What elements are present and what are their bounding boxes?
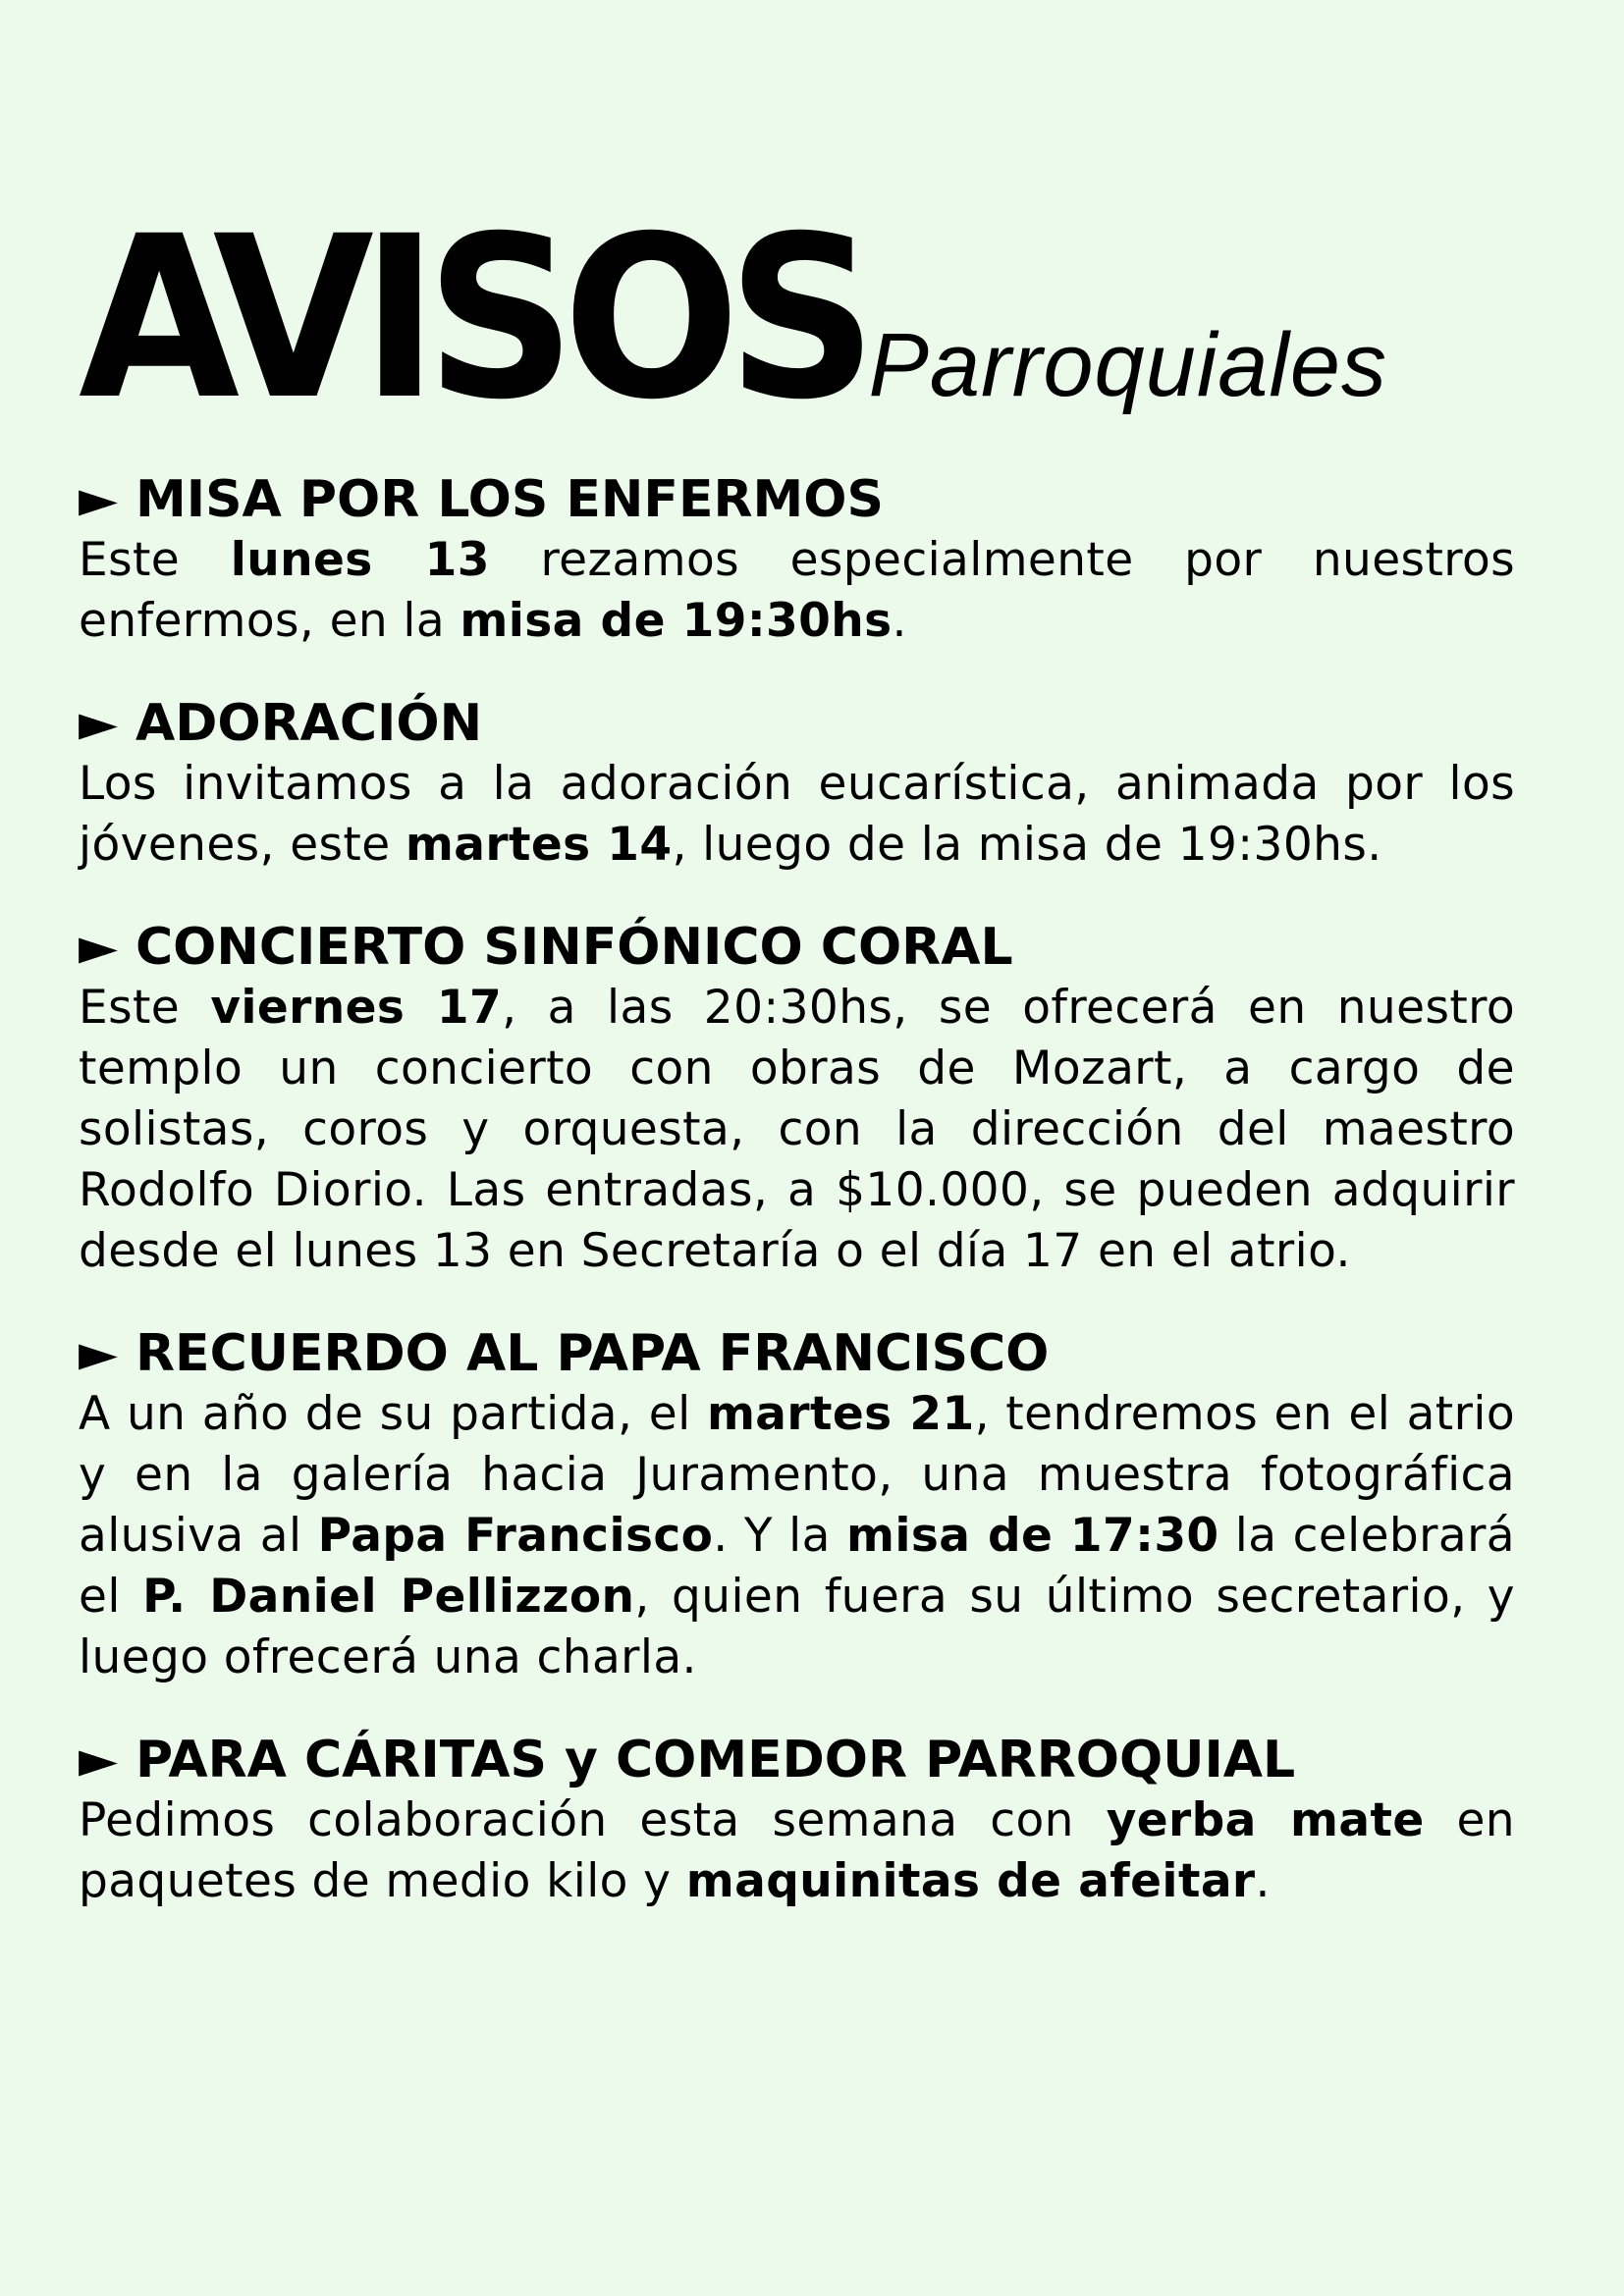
notice-heading [79, 469, 1515, 530]
arrow-right-icon: ► [79, 470, 118, 529]
bulletin-page [79, 187, 1516, 1953]
notice-body-text: , tendremos en el atrio y en la galería hacia Juramento, una muestra fotográfica alusiva al [79, 1387, 1515, 1563]
notice-heading-text: ADORACIÓN [135, 694, 483, 753]
notice-body-text: rezamos especialmente por nuestros enfermos, en la [79, 533, 1516, 648]
notice-body-text: en paquetes de medio kilo y [79, 1793, 1515, 1908]
notice-item [79, 917, 1515, 1282]
notice-body-text: . [892, 594, 907, 648]
notice-heading [79, 1323, 1515, 1384]
notice-body-text: la celebrará el [79, 1509, 1516, 1624]
notice-body-highlight: martes 14 [405, 818, 673, 872]
notice-body-text: , a las 20:30hs, se ofrecerá en nuestro templo un concierto con obras de Mozart, a cargo de solistas, coros y orquesta, con la dirección del maestro Rodolfo Diorio. Las entradas, a $10.000, se pueden adquirir desde el lunes 13 en Secretaría o el día 17 en el atrio. [79, 981, 1515, 1278]
bulletin-title [79, 187, 1515, 449]
notice-body-text: . Y la [713, 1509, 846, 1563]
notices-list [79, 469, 1515, 1912]
notice-body-text: , quien fuera su último secretario, y luego ofrecerá una charla. [79, 1570, 1515, 1684]
arrow-right-icon: ► [79, 1731, 118, 1789]
notice-heading-text: PARA CÁRITAS y COMEDOR PARROQUIAL [135, 1731, 1296, 1789]
notice-body-highlight: misa de 17:30 [846, 1509, 1219, 1563]
arrow-right-icon: ► [79, 694, 118, 753]
notice-item [79, 1323, 1515, 1688]
title-subtitle: Parroquiales [868, 315, 1388, 415]
arrow-right-icon: ► [79, 918, 118, 977]
notice-body-highlight: maquinitas de afeitar [685, 1854, 1256, 1908]
notice-body [79, 754, 1515, 876]
notice-heading [79, 1730, 1515, 1790]
notice-body [79, 1384, 1515, 1688]
title-main: AVISOS [79, 187, 865, 449]
notice-body-text: A un año de su partida, el [79, 1387, 707, 1441]
notice-item [79, 693, 1515, 876]
notice-body-highlight: misa de 19:30hs [460, 594, 893, 648]
notice-item [79, 469, 1515, 652]
notice-body [79, 978, 1515, 1282]
notice-heading-text: RECUERDO AL PAPA FRANCISCO [135, 1324, 1050, 1383]
notice-heading [79, 917, 1515, 978]
notice-body-highlight: P. Daniel Pellizzon [142, 1570, 635, 1624]
arrow-right-icon: ► [79, 1324, 118, 1383]
notice-item [79, 1730, 1515, 1912]
notice-body-highlight: Papa Francisco [317, 1509, 714, 1563]
notice-body-highlight: lunes 13 [230, 533, 490, 587]
notice-body [79, 530, 1515, 652]
notice-body-text: Pedimos colaboración esta semana con [79, 1793, 1107, 1847]
notice-body-text: Este [79, 981, 211, 1035]
notice-heading-text: MISA POR LOS ENFERMOS [135, 470, 884, 529]
notice-heading [79, 693, 1515, 754]
notice-body-highlight: viernes 17 [210, 981, 503, 1035]
notice-body-text: . [1255, 1854, 1271, 1908]
notice-body-highlight: martes 21 [706, 1387, 975, 1441]
notice-body [79, 1790, 1515, 1912]
notice-heading-text: CONCIERTO SINFÓNICO CORAL [135, 918, 1013, 977]
notice-body-text: , luego de la misa de 19:30hs. [672, 818, 1382, 872]
notice-body-highlight: yerba mate [1106, 1793, 1425, 1847]
notice-body-text: Este [79, 533, 231, 587]
notice-body-text: Los invitamos a la adoración eucarística, animada por los jóvenes, este [79, 757, 1515, 872]
